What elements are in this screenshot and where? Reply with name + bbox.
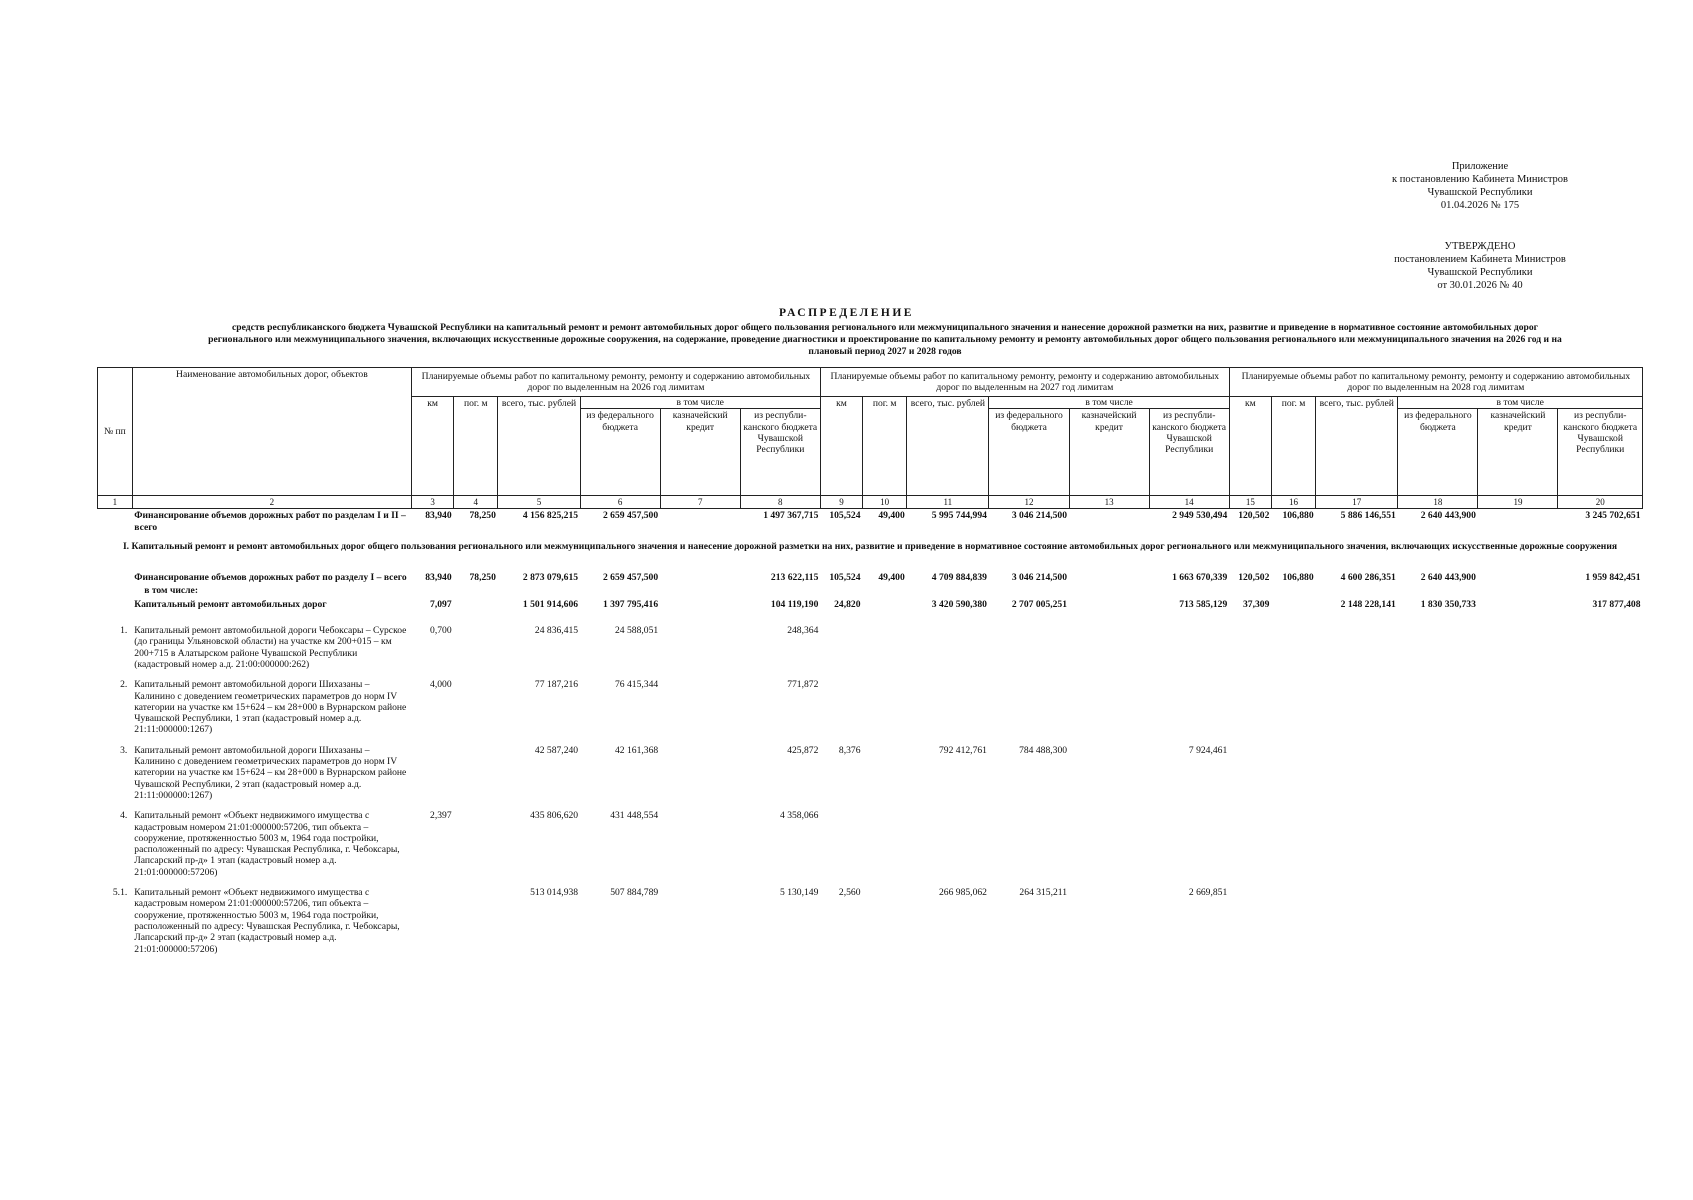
approved-line: УТВЕРЖДЕНО [1444, 241, 1516, 252]
row-value: 78,250 [469, 510, 496, 522]
header-km: км [1229, 397, 1271, 496]
table-row [98, 509, 1643, 537]
row-value [1149, 678, 1229, 743]
row-value [1069, 598, 1149, 624]
row-value: 8,376 [838, 744, 861, 756]
column-number: 2 [132, 496, 411, 509]
row-value [1478, 560, 1558, 584]
row-value [1478, 624, 1558, 678]
row-value: 2 873 079,615 [522, 572, 579, 584]
table-row [98, 624, 1643, 678]
header-2026: Планируемые объемы работ по капитальному ремонту, ремонту и содержанию автомобильных дорог по выделенным на 2026 год лимитам [412, 368, 821, 397]
header-name: Наименование автомобильных дорог, объектов [132, 368, 411, 496]
row-value [1271, 624, 1315, 678]
row-value: 2 949 530,494 [1172, 510, 1228, 522]
row-value [412, 886, 454, 963]
row-value [863, 744, 907, 809]
row-value: 248,364 [787, 625, 819, 637]
section-heading: I. Капитальный ремонт и ремонт автомобильных дорог общего пользования регионального или межмуниципального значения и нанесение дорожной разметки на них, развитие и приведение в нормативное состояние автомобильных дорог регионального или межмуниципального значения, включающих искусственные дорожные сооружения [122, 540, 1618, 552]
row-value [1069, 624, 1149, 678]
row-value: 2 640 443,900 [1420, 510, 1476, 522]
row-value [454, 744, 498, 809]
row-name: Капитальный ремонт «Объект недвижимого имущества с кадастровым номером 21:01:000000:57206, тип объекта – сооружение, протяженностью 5003 м, 1964 года постройки, расположенный по адресу: Чувашская Республика, г. Чебоксары, Лапсарский пр-д» 1 этап (кадастровый номер а.д. 21:01:000000:57206) [134, 810, 400, 878]
header-pm: пог. м [454, 397, 498, 496]
row-value [989, 678, 1069, 743]
row-value: 0,700 [430, 625, 452, 637]
row-value [1069, 886, 1149, 963]
row-value: 4 358,066 [780, 810, 819, 822]
row-value: 4 600 286,351 [1340, 572, 1396, 584]
row-value [1316, 624, 1398, 678]
appendix-line: 01.04.2026 № 175 [1440, 200, 1520, 211]
row-value [1478, 809, 1558, 886]
row-value: 105,524 [829, 572, 861, 584]
row-value: 1 501 914,606 [522, 598, 579, 610]
row-value: 5 886 146,551 [1340, 510, 1396, 522]
header-total: всего, тыс. рублей [1316, 397, 1398, 496]
row-value: 24,820 [834, 598, 861, 610]
header-incl: в том числе [1398, 397, 1643, 409]
row-value [1271, 809, 1315, 886]
row-value: 2,397 [430, 810, 452, 822]
row-value: 49,400 [878, 510, 905, 522]
row-value [1478, 598, 1558, 624]
row-value [412, 744, 454, 809]
column-number: 9 [820, 496, 862, 509]
row-value [1398, 886, 1478, 963]
row-name: Капитальный ремонт автомобильной дороги Шихазаны – Калинино с доведением геометрических параметров до норм IV категории на участке км 15+624 – км 28+000 в Вурнарском районе Чувашской Республики, 1 этап (кадастровый номер а.д. 21:11:000000:1267) [134, 679, 407, 736]
header-rep: из республи-канского бюджета Чувашской Республики [740, 409, 820, 496]
row-name: Финансирование объемов дорожных работ по разделам I и II – всего [134, 510, 406, 533]
row-name: Капитальный ремонт автомобильной дороги Шихазаны – Калинино с доведением геометрических параметров до норм IV категории на участке км 15+624 – км 28+000 в Вурнарском районе Чувашской Республики, 2 этап (кадастровый номер а.д. 21:11:000000:1267) [134, 744, 407, 801]
row-value [660, 560, 740, 584]
row-value [1229, 886, 1271, 963]
column-number: 15 [1229, 496, 1271, 509]
section-heading-row [98, 537, 1643, 560]
column-number-row [98, 496, 1643, 509]
row-value [1558, 744, 1643, 809]
row-value: 507 884,789 [610, 887, 659, 899]
row-value [1316, 678, 1398, 743]
column-number: 3 [412, 496, 454, 509]
row-value [1229, 809, 1271, 886]
table-row [98, 809, 1643, 886]
column-number: 5 [498, 496, 580, 509]
row-value: 24 588,051 [614, 625, 659, 637]
header-no: № пп [98, 368, 133, 496]
row-value: 771,872 [787, 679, 819, 691]
approved-block [1330, 240, 1630, 292]
row-value: 213 622,115 [770, 572, 819, 584]
row-value: 76 415,344 [614, 679, 659, 691]
row-number [98, 560, 133, 584]
column-number: 12 [989, 496, 1069, 509]
header-rep: из республи-канского бюджета Чувашской Республики [1558, 409, 1643, 496]
row-value: 104 119,190 [770, 598, 819, 610]
row-value [1316, 809, 1398, 886]
column-number: 20 [1558, 496, 1643, 509]
header-fed: из федерального бюджета [989, 409, 1069, 496]
row-value: 5 130,149 [780, 887, 819, 899]
row-value: 1 663 670,339 [1172, 572, 1228, 584]
row-value: 713 585,129 [1179, 598, 1228, 610]
column-number: 13 [1069, 496, 1149, 509]
row-value [1478, 886, 1558, 963]
column-number: 16 [1271, 496, 1315, 509]
row-value [1478, 678, 1558, 743]
row-value [660, 886, 740, 963]
header-fed: из федерального бюджета [580, 409, 660, 496]
appendix-line: Приложение [1451, 161, 1509, 172]
row-value [454, 598, 498, 624]
table-row [98, 598, 1643, 624]
column-number: 8 [740, 496, 820, 509]
header-pm: пог. м [863, 397, 907, 496]
row-value [660, 624, 740, 678]
row-value: 513 014,938 [530, 887, 579, 899]
header-total: всего, тыс. рублей [907, 397, 989, 496]
row-number: 1. [120, 625, 128, 637]
row-value [1478, 509, 1558, 537]
row-number [98, 584, 133, 597]
document-title: РАСПРЕДЕЛЕНИЕ [779, 307, 914, 319]
row-value [863, 624, 907, 678]
row-value [1271, 598, 1315, 624]
row-value [863, 809, 907, 886]
row-value: 7,097 [430, 598, 452, 610]
row-value [1316, 744, 1398, 809]
row-value [454, 809, 498, 886]
table-row [98, 678, 1643, 743]
header-rep: из республи-канского бюджета Чувашской Республики [1149, 409, 1229, 496]
column-number: 7 [660, 496, 740, 509]
incl-label: в том числе: [144, 585, 199, 597]
row-value [907, 678, 989, 743]
row-value [1149, 809, 1229, 886]
row-value [1069, 809, 1149, 886]
row-value: 1 397 795,416 [602, 598, 659, 610]
header-2027: Планируемые объемы работ по капитальному ремонту, ремонту и содержанию автомобильных дорог по выделенным на 2027 год лимитам [820, 368, 1229, 397]
row-value: 2 640 443,900 [1420, 572, 1476, 584]
row-value: 266 985,062 [938, 887, 987, 899]
row-value [1069, 744, 1149, 809]
row-value [1271, 886, 1315, 963]
row-value: 435 806,620 [530, 810, 579, 822]
approved-line: постановлением Кабинета Министров [1394, 254, 1566, 265]
header-treasury: казначейский кредит [1069, 409, 1149, 496]
column-number: 10 [863, 496, 907, 509]
row-value [820, 678, 862, 743]
row-number: 4. [120, 810, 128, 822]
row-value: 425,872 [787, 744, 819, 756]
incl-row [98, 584, 1643, 597]
row-value: 77 187,216 [534, 679, 579, 691]
row-value: 120,502 [1238, 510, 1270, 522]
row-value [660, 744, 740, 809]
row-value: 24 836,415 [534, 625, 579, 637]
row-value [1229, 624, 1271, 678]
row-value [1398, 624, 1478, 678]
row-number [98, 598, 133, 624]
row-value: 3 420 590,380 [931, 598, 987, 610]
column-number: 1 [98, 496, 133, 509]
row-value [1229, 744, 1271, 809]
row-value [454, 886, 498, 963]
row-value: 2 148 228,141 [1340, 598, 1396, 610]
row-value: 3 046 214,500 [1011, 510, 1068, 522]
approved-line: от 30.01.2026 № 40 [1437, 280, 1523, 291]
header-incl: в том числе [989, 397, 1229, 409]
table-row [98, 744, 1643, 809]
row-value: 4 156 825,215 [522, 510, 579, 522]
column-number: 11 [907, 496, 989, 509]
row-value [1558, 886, 1643, 963]
table-row [98, 886, 1643, 963]
row-value: 106,880 [1282, 510, 1314, 522]
row-value: 792 412,761 [938, 744, 987, 756]
header-total: всего, тыс. рублей [498, 397, 580, 496]
row-value [1478, 744, 1558, 809]
row-value [1316, 886, 1398, 963]
row-value [1558, 678, 1643, 743]
row-value [1149, 624, 1229, 678]
row-value: 5 995 744,994 [931, 510, 987, 522]
row-name: Капитальный ремонт «Объект недвижимого имущества с кадастровым номером 21:01:000000:57206, тип объекта – сооружение, протяженностью 5003 м, 1964 года постройки, расположенный по адресу: Чувашская Республика, г. Чебоксары, Лапсарский пр-д» 2 этап (кадастровый номер а.д. 21:01:000000:57206) [134, 887, 400, 955]
row-value: 105,524 [829, 510, 861, 522]
row-value [1271, 678, 1315, 743]
row-value [989, 624, 1069, 678]
row-value [863, 598, 907, 624]
row-value: 431 448,554 [610, 810, 659, 822]
row-value: 37,309 [1243, 598, 1270, 610]
column-number: 4 [454, 496, 498, 509]
column-number: 14 [1149, 496, 1229, 509]
row-value: 106,880 [1282, 572, 1314, 584]
row-number: 3. [120, 744, 128, 756]
row-value [907, 624, 989, 678]
row-value: 3 245 702,651 [1585, 510, 1641, 522]
row-value: 264 315,211 [1019, 887, 1068, 899]
row-value: 1 830 350,733 [1420, 598, 1476, 610]
row-value [1069, 678, 1149, 743]
row-value: 1 497 367,715 [763, 510, 819, 522]
row-value: 2 707 005,251 [1011, 598, 1068, 610]
table-body [98, 509, 1643, 963]
row-number: 5.1. [112, 887, 128, 899]
row-value: 78,250 [469, 572, 496, 584]
row-value [863, 886, 907, 963]
row-value: 784 488,300 [1019, 744, 1068, 756]
row-value [1398, 744, 1478, 809]
row-name: Финансирование объемов дорожных работ по разделу I – всего [134, 572, 407, 584]
row-value [820, 809, 862, 886]
row-value [660, 809, 740, 886]
row-value: 120,502 [1238, 572, 1270, 584]
row-value [820, 624, 862, 678]
row-value: 2 659 457,500 [602, 510, 659, 522]
row-value: 42 587,240 [534, 744, 579, 756]
row-name: Капитальный ремонт автомобильной дороги Чебоксары – Сурское (до границы Ульяновской области) на участке км 200+015 – км 200+715 в Алатырском районе Чувашской Республики (кадастровый номер а.д. 21:00:000000:262) [134, 625, 407, 670]
row-number: 2. [120, 679, 128, 691]
row-value [1069, 560, 1149, 584]
row-value [1558, 624, 1643, 678]
row-value: 7 924,461 [1188, 744, 1228, 756]
row-value [1398, 678, 1478, 743]
row-value [1069, 509, 1149, 537]
header-treasury: казначейский кредит [1478, 409, 1558, 496]
row-value: 42 161,368 [614, 744, 659, 756]
row-value: 83,940 [425, 572, 452, 584]
row-number [98, 509, 133, 537]
column-number: 18 [1398, 496, 1478, 509]
row-value: 3 046 214,500 [1011, 572, 1068, 584]
distribution-table [97, 367, 1643, 963]
row-value: 2 669,851 [1188, 887, 1228, 899]
column-number: 19 [1478, 496, 1558, 509]
row-value: 1 959 842,451 [1585, 572, 1641, 584]
header-treasury: казначейский кредит [660, 409, 740, 496]
header-incl: в том числе [580, 397, 820, 409]
row-value [1398, 809, 1478, 886]
appendix-line: Чувашской Республики [1427, 187, 1533, 198]
row-value [660, 509, 740, 537]
row-value: 317 877,408 [1592, 598, 1641, 610]
header-km: км [412, 397, 454, 496]
header-row-years [98, 368, 1643, 397]
row-value [989, 809, 1069, 886]
appendix-block [1330, 160, 1630, 212]
row-value [454, 678, 498, 743]
row-value [1229, 678, 1271, 743]
column-number: 6 [580, 496, 660, 509]
row-value [1271, 744, 1315, 809]
table-row [98, 560, 1643, 584]
row-value [454, 624, 498, 678]
row-value [660, 598, 740, 624]
header-km: км [820, 397, 862, 496]
row-value: 49,400 [878, 572, 905, 584]
row-value: 2,560 [838, 887, 861, 899]
appendix-line: к постановлению Кабинета Министров [1392, 174, 1568, 185]
header-pm: пог. м [1271, 397, 1315, 496]
row-value [1558, 809, 1643, 886]
header-2028: Планируемые объемы работ по капитальному ремонту, ремонту и содержанию автомобильных дорог по выделенным на 2028 год лимитам [1229, 368, 1642, 397]
row-value [863, 678, 907, 743]
row-value: 83,940 [425, 510, 452, 522]
document-subtitle: средств республиканского бюджета Чувашской Республики на капитальный ремонт и ремонт автомобильных дорог общего пользования регионального или межмуниципального значения и нанесение дорожной разметки на них, развитие и приведение в нормативное состояние автомобильных дорог регионального или межмуниципального значения, включающих искусственные дорожные сооружения, на содержание, проведение диагностики и проектирование по капитальному ремонту и ремонту автомобильных дорог общего пользования регионального или межмуниципального значения на 2026 год и на плановый период 2027 и 2028 годов [208, 322, 1562, 357]
header-fed: из федерального бюджета [1398, 409, 1478, 496]
row-name: Капитальный ремонт автомобильных дорог [134, 598, 327, 610]
row-value [660, 678, 740, 743]
column-number: 17 [1316, 496, 1398, 509]
row-value: 2 659 457,500 [602, 572, 659, 584]
row-value: 4,000 [430, 679, 452, 691]
row-value: 4 709 884,839 [931, 572, 987, 584]
approved-line: Чувашской Республики [1427, 267, 1533, 278]
row-value [907, 809, 989, 886]
